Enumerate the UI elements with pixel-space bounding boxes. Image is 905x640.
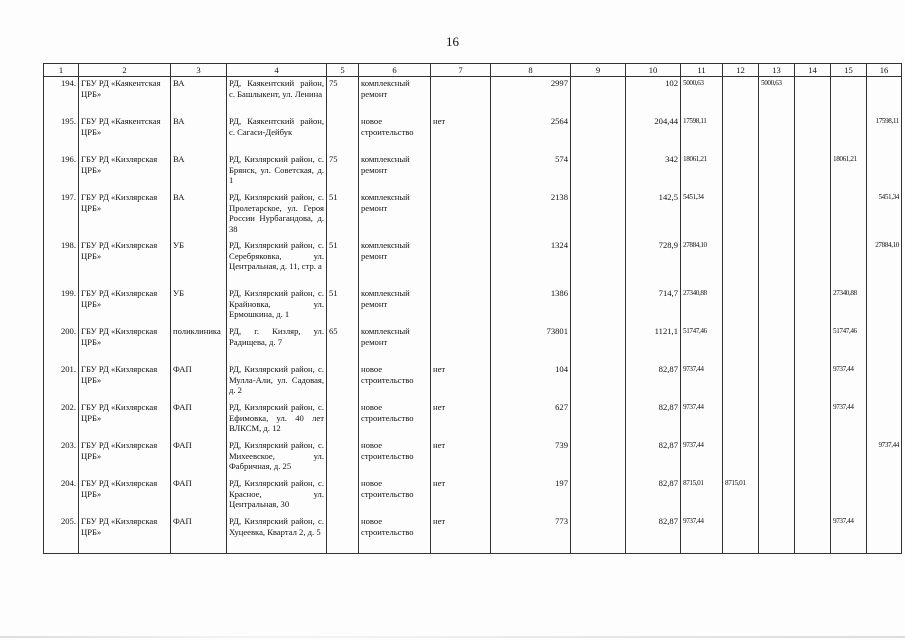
table-row (44, 77, 902, 116)
cell-c9 (571, 363, 626, 401)
column-header: 10 (626, 64, 681, 77)
cell-c16 (867, 363, 902, 401)
cell-c14 (795, 477, 831, 515)
cell-c5 (327, 477, 359, 515)
cell-c12 (723, 325, 759, 363)
cell-n: 194. (44, 77, 79, 116)
cell-c13 (759, 401, 795, 439)
cell-n: 197. (44, 191, 79, 239)
cell-type: ВА (171, 153, 227, 191)
cell-c16 (867, 77, 902, 116)
table-row (44, 325, 902, 363)
table-row (44, 401, 902, 439)
cell-c13 (759, 515, 795, 554)
cell-c16 (867, 153, 902, 191)
cell-c15 (831, 115, 867, 153)
cell-c16: 5451,34 (867, 191, 902, 239)
cell-c5 (327, 115, 359, 153)
cell-org: ГБУ РД «Кизлярская ЦРБ» (79, 153, 171, 191)
cell-n: 198. (44, 239, 79, 287)
cell-c11: 5451,34 (681, 191, 723, 239)
cell-c5 (327, 363, 359, 401)
scan-edge (0, 636, 905, 638)
cell-c7: нет (431, 363, 491, 401)
cell-c12 (723, 363, 759, 401)
cell-org: ГБУ РД «Кизлярская ЦРБ» (79, 363, 171, 401)
cell-addr: РД, г. Кизляр, ул. Радищева, д. 7 (227, 325, 327, 363)
cell-work: комплексный ремонт (359, 239, 431, 287)
cell-org: ГБУ РД «Кизлярская ЦРБ» (79, 515, 171, 554)
cell-type: УБ (171, 287, 227, 325)
cell-c12 (723, 115, 759, 153)
cell-c10: 1121,1 (626, 325, 681, 363)
cell-c12 (723, 515, 759, 554)
cell-c14 (795, 325, 831, 363)
cell-c5 (327, 401, 359, 439)
cell-work: новое строительство (359, 401, 431, 439)
cell-c15 (831, 239, 867, 287)
cell-addr: РД, Кизлярский район, с. Пролетарское, ул. Героя России Нурбагандова, д. 38 (227, 191, 327, 239)
cell-n: 204. (44, 477, 79, 515)
cell-org: ГБУ РД «Кизлярская ЦРБ» (79, 287, 171, 325)
cell-addr: РД, Кизлярский район, с. Хуцеевка, Квартал 2, д. 5 (227, 515, 327, 554)
column-header: 16 (867, 64, 902, 77)
cell-type: ФАП (171, 401, 227, 439)
cell-c8: 73801 (491, 325, 571, 363)
cell-c10: 82,87 (626, 477, 681, 515)
cell-c15: 18061,21 (831, 153, 867, 191)
cell-c9 (571, 325, 626, 363)
cell-c14 (795, 115, 831, 153)
cell-c7 (431, 239, 491, 287)
table-row (44, 363, 902, 401)
column-header: 6 (359, 64, 431, 77)
cell-addr: РД, Кизлярский район, с. Ефимовка, ул. 40 лет ВЛКСМ, д. 12 (227, 401, 327, 439)
cell-c7: нет (431, 439, 491, 477)
cell-type: ВА (171, 77, 227, 116)
cell-addr: РД, Каякентский район, с. Башлыкент, ул. Ленина (227, 77, 327, 116)
cell-c15: 9737,44 (831, 401, 867, 439)
cell-c11: 51747,46 (681, 325, 723, 363)
cell-c9 (571, 191, 626, 239)
cell-c7: нет (431, 477, 491, 515)
cell-org: ГБУ РД «Кизлярская ЦРБ» (79, 477, 171, 515)
table-row (44, 191, 902, 239)
cell-c5: 51 (327, 287, 359, 325)
cell-c8: 197 (491, 477, 571, 515)
cell-type: ФАП (171, 477, 227, 515)
cell-c10: 82,87 (626, 363, 681, 401)
cell-c13 (759, 153, 795, 191)
cell-c10: 342 (626, 153, 681, 191)
cell-n: 203. (44, 439, 79, 477)
cell-type: ФАП (171, 515, 227, 554)
column-header: 1 (44, 64, 79, 77)
cell-type: ФАП (171, 439, 227, 477)
cell-c14 (795, 239, 831, 287)
cell-c9 (571, 153, 626, 191)
cell-c14 (795, 515, 831, 554)
cell-c13 (759, 287, 795, 325)
cell-org: ГБУ РД «Кизлярская ЦРБ» (79, 325, 171, 363)
cell-n: 205. (44, 515, 79, 554)
cell-work: новое строительство (359, 477, 431, 515)
cell-c9 (571, 239, 626, 287)
cell-c13: 5000,63 (759, 77, 795, 116)
cell-c12: 8715,01 (723, 477, 759, 515)
cell-c14 (795, 153, 831, 191)
cell-c5: 75 (327, 153, 359, 191)
cell-work: комплексный ремонт (359, 77, 431, 116)
cell-work: новое строительство (359, 439, 431, 477)
cell-c5: 51 (327, 191, 359, 239)
cell-addr: РД, Кизлярский район, с. Брянск, ул. Советская, д. 1 (227, 153, 327, 191)
cell-c10: 204,44 (626, 115, 681, 153)
table-row (44, 239, 902, 287)
cell-c15 (831, 77, 867, 116)
cell-c15: 9737,44 (831, 363, 867, 401)
cell-c9 (571, 287, 626, 325)
cell-c8: 739 (491, 439, 571, 477)
cell-c8: 104 (491, 363, 571, 401)
cell-c16: 17598,11 (867, 115, 902, 153)
cell-c15 (831, 477, 867, 515)
column-header: 5 (327, 64, 359, 77)
cell-org: ГБУ РД «Каякентская ЦРБ» (79, 77, 171, 116)
cell-c7 (431, 287, 491, 325)
table-row (44, 153, 902, 191)
cell-c5: 51 (327, 239, 359, 287)
cell-c15 (831, 439, 867, 477)
cell-c8: 627 (491, 401, 571, 439)
column-header: 13 (759, 64, 795, 77)
cell-c11: 17598,11 (681, 115, 723, 153)
cell-c8: 2138 (491, 191, 571, 239)
cell-c13 (759, 191, 795, 239)
cell-c11: 9737,44 (681, 515, 723, 554)
page-number: 16 (446, 34, 459, 49)
cell-c12 (723, 401, 759, 439)
cell-work: новое строительство (359, 115, 431, 153)
cell-type: ВА (171, 191, 227, 239)
cell-c10: 714,7 (626, 287, 681, 325)
cell-c7: нет (431, 401, 491, 439)
cell-addr: РД, Кизлярский район, с. Михеевское, ул. Фабричная, д. 25 (227, 439, 327, 477)
cell-c9 (571, 439, 626, 477)
cell-addr: РД, Кизлярский район, с. Красное, ул. Центральная, 30 (227, 477, 327, 515)
cell-c11: 27340,88 (681, 287, 723, 325)
cell-work: комплексный ремонт (359, 191, 431, 239)
column-header: 9 (571, 64, 626, 77)
cell-c10: 82,87 (626, 515, 681, 554)
cell-n: 199. (44, 287, 79, 325)
cell-c12 (723, 439, 759, 477)
column-header: 8 (491, 64, 571, 77)
cell-c14 (795, 77, 831, 116)
cell-c9 (571, 477, 626, 515)
cell-c11: 9737,44 (681, 363, 723, 401)
cell-type: ВА (171, 115, 227, 153)
cell-c8: 2997 (491, 77, 571, 116)
cell-c14 (795, 287, 831, 325)
cell-c10: 82,87 (626, 439, 681, 477)
table-row (44, 439, 902, 477)
column-header: 15 (831, 64, 867, 77)
cell-c16 (867, 401, 902, 439)
cell-org: ГБУ РД «Кизлярская ЦРБ» (79, 401, 171, 439)
cell-c16 (867, 287, 902, 325)
cell-org: ГБУ РД «Кизлярская ЦРБ» (79, 191, 171, 239)
column-header: 4 (227, 64, 327, 77)
cell-c16 (867, 325, 902, 363)
cell-c8: 574 (491, 153, 571, 191)
column-header: 14 (795, 64, 831, 77)
cell-c11: 8715,01 (681, 477, 723, 515)
cell-c16: 27884,10 (867, 239, 902, 287)
cell-work: комплексный ремонт (359, 153, 431, 191)
cell-addr: РД, Кизлярский район, с. Мулла-Али, ул. Садовая, д. 2 (227, 363, 327, 401)
cell-work: новое строительство (359, 515, 431, 554)
cell-c12 (723, 287, 759, 325)
cell-c7 (431, 191, 491, 239)
cell-c11: 27884,10 (681, 239, 723, 287)
cell-c14 (795, 401, 831, 439)
cell-c11: 5000,63 (681, 77, 723, 116)
cell-n: 202. (44, 401, 79, 439)
table-row (44, 115, 902, 153)
cell-n: 200. (44, 325, 79, 363)
cell-addr: РД, Кизлярский район, с. Серебряковка, ул. Центральная, д. 11, стр. а (227, 239, 327, 287)
cell-c8: 2564 (491, 115, 571, 153)
cell-c13 (759, 239, 795, 287)
cell-c9 (571, 115, 626, 153)
column-header: 2 (79, 64, 171, 77)
cell-c13 (759, 477, 795, 515)
cell-c16 (867, 515, 902, 554)
cell-addr: РД, Кизлярский район, с. Крайновка, ул. Ермошкина, д. 1 (227, 287, 327, 325)
cell-c5 (327, 515, 359, 554)
cell-c7: нет (431, 515, 491, 554)
cell-c7 (431, 77, 491, 116)
cell-c9 (571, 515, 626, 554)
cell-c12 (723, 191, 759, 239)
cell-org: ГБУ РД «Кизлярская ЦРБ» (79, 439, 171, 477)
cell-c11: 9737,44 (681, 439, 723, 477)
cell-c12 (723, 153, 759, 191)
cell-c13 (759, 363, 795, 401)
cell-c14 (795, 439, 831, 477)
cell-c13 (759, 325, 795, 363)
cell-c10: 82,87 (626, 401, 681, 439)
cell-type: УБ (171, 239, 227, 287)
cell-c8: 773 (491, 515, 571, 554)
cell-c13 (759, 115, 795, 153)
cell-c5 (327, 439, 359, 477)
cell-c16 (867, 477, 902, 515)
cell-n: 201. (44, 363, 79, 401)
table-row (44, 515, 902, 554)
cell-c11: 18061,21 (681, 153, 723, 191)
table-row (44, 287, 902, 325)
column-header: 12 (723, 64, 759, 77)
cell-c15: 27340,88 (831, 287, 867, 325)
cell-c13 (759, 439, 795, 477)
facility-register-table (43, 63, 902, 554)
cell-c15 (831, 191, 867, 239)
cell-work: комплексный ремонт (359, 287, 431, 325)
cell-c7: нет (431, 115, 491, 153)
cell-c15: 51747,46 (831, 325, 867, 363)
cell-c10: 102 (626, 77, 681, 116)
cell-c14 (795, 363, 831, 401)
cell-c12 (723, 239, 759, 287)
cell-c14 (795, 191, 831, 239)
cell-c7 (431, 153, 491, 191)
cell-c11: 9737,44 (681, 401, 723, 439)
cell-addr: РД, Каякентский район, с. Сагаси-Дейбук (227, 115, 327, 153)
column-header: 11 (681, 64, 723, 77)
column-header: 3 (171, 64, 227, 77)
cell-c12 (723, 77, 759, 116)
cell-c5: 75 (327, 77, 359, 116)
table-row (44, 477, 902, 515)
cell-org: ГБУ РД «Каякентская ЦРБ» (79, 115, 171, 153)
cell-c8: 1386 (491, 287, 571, 325)
cell-c10: 142,5 (626, 191, 681, 239)
cell-c16: 9737,44 (867, 439, 902, 477)
cell-c10: 728,9 (626, 239, 681, 287)
cell-c5: 65 (327, 325, 359, 363)
cell-c9 (571, 77, 626, 116)
cell-c8: 1324 (491, 239, 571, 287)
cell-c7 (431, 325, 491, 363)
cell-n: 196. (44, 153, 79, 191)
cell-n: 195. (44, 115, 79, 153)
column-header: 7 (431, 64, 491, 77)
cell-org: ГБУ РД «Кизлярская ЦРБ» (79, 239, 171, 287)
cell-c9 (571, 401, 626, 439)
cell-work: новое строительство (359, 363, 431, 401)
column-number-header-row (44, 64, 902, 77)
cell-c15: 9737,44 (831, 515, 867, 554)
cell-work: комплексный ремонт (359, 325, 431, 363)
cell-type: ФАП (171, 363, 227, 401)
cell-type: поликлиника (171, 325, 227, 363)
